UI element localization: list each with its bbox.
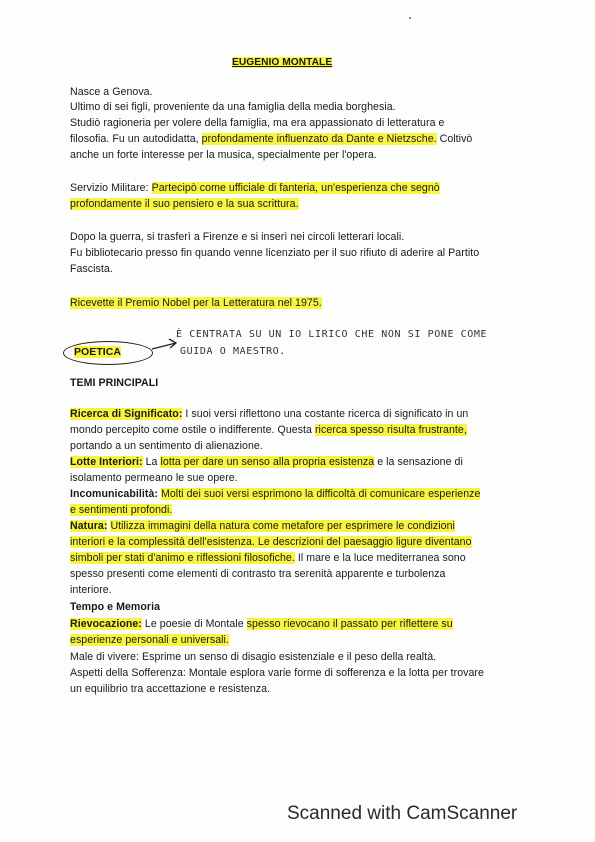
natura-line-2: interiori e la complessità dell'esistenza. Le descrizioni del paesaggio ligure diventano	[70, 536, 472, 548]
poetica-label: POETICA	[74, 346, 122, 358]
incom-line-2: e sentimenti profondi.	[70, 504, 173, 516]
bio-line-4: filosofia. Fu un autodidatta, profondamente influenzato da Dante e Nietzsche. Coltivò	[70, 133, 473, 145]
ricerca-line-3: portando a un sentimento di alienazione.	[70, 440, 263, 452]
natura-line-1: Natura: Utilizza immagini della natura come metafore per esprimere le condizioni	[70, 520, 455, 532]
document-title: EUGENIO MONTALE	[232, 57, 333, 68]
natura-line-3: simboli per stati d'animo e riflessioni filosofiche. Il mare e la luce mediterranea sono	[70, 552, 466, 564]
ricerca-line-1: Ricerca di Significato: I suoi versi riflettono una costante ricerca di significato in un	[70, 408, 469, 420]
military-line-2: profondamente il suo pensiero e la sua scrittura.	[70, 198, 299, 210]
male-di-vivere-line: Male di vivere: Esprime un senso di disagio esistenziale e il peso della realtà.	[70, 651, 437, 663]
nobel-line: Ricevette il Premio Nobel per la Letteratura nel 1975.	[70, 297, 322, 309]
sofferenza-line-1: Aspetti della Sofferenza: Montale esplora varie forme di sofferenza e la lotta per trovare	[70, 667, 484, 679]
postwar-line-1: Dopo la guerra, si trasferì a Firenze e si inserì nei circoli letterari locali.	[70, 231, 405, 243]
riev-line-2: esperienze personali e universali.	[70, 634, 229, 646]
poetica-note-line-2: GUIDA O MAESTRO.	[180, 346, 286, 357]
military-line-1: Servizio Militare: Partecipò come ufficiale di fanteria, un'esperienza che segnò	[70, 182, 440, 194]
natura-line-4: spesso presenti come elementi di contrasto tra serenità apparente e turbolenza	[70, 568, 446, 580]
lotte-line-2: isolamento permeano le sue opere.	[70, 472, 238, 484]
lotte-line-1: Lotte Interiori: La lotta per dare un senso alla propria esistenza e la sensazione di	[70, 456, 463, 468]
bio-line-5: anche un forte interesse per la musica, specialmente per l'opera.	[70, 149, 377, 161]
temi-heading: TEMI PRINCIPALI	[70, 377, 159, 389]
incom-line-1: Incomunicabilità: Molti dei suoi versi esprimono la difficoltà di comunicare esperienze	[70, 488, 481, 500]
ricerca-line-2: mondo percepito come ostile o indifferente. Questa ricerca spesso risulta frustrante,	[70, 424, 467, 436]
riev-line-1: Rievocazione: Le poesie di Montale spesso rievocano il passato per riflettere su	[70, 618, 453, 630]
poetica-note-line-1: È CENTRATA SU UN IO LIRICO CHE NON SI PONE COME	[176, 329, 488, 340]
postwar-line-2: Fu bibliotecario presso fin quando venne licenziato per il suo rifiuto di aderire al Partito	[70, 247, 480, 259]
sofferenza-line-2: un equilibrio tra accettazione e resistenza.	[70, 683, 271, 695]
natura-line-5: interiore.	[70, 584, 112, 596]
bio-line-3: Studiò ragioneria per volere della famiglia, ma era appassionato di letteratura e	[70, 117, 445, 129]
scan-speck	[409, 17, 411, 19]
tempo-heading: Tempo e Memoria	[70, 601, 161, 613]
bio-line-2: Ultimo di sei figli, proveniente da una famiglia della media borghesia.	[70, 101, 396, 113]
camscanner-watermark: Scanned with CamScanner	[287, 803, 518, 824]
postwar-line-3: Fascista.	[70, 263, 113, 275]
bio-line-1: Nasce a Genova.	[70, 86, 153, 98]
